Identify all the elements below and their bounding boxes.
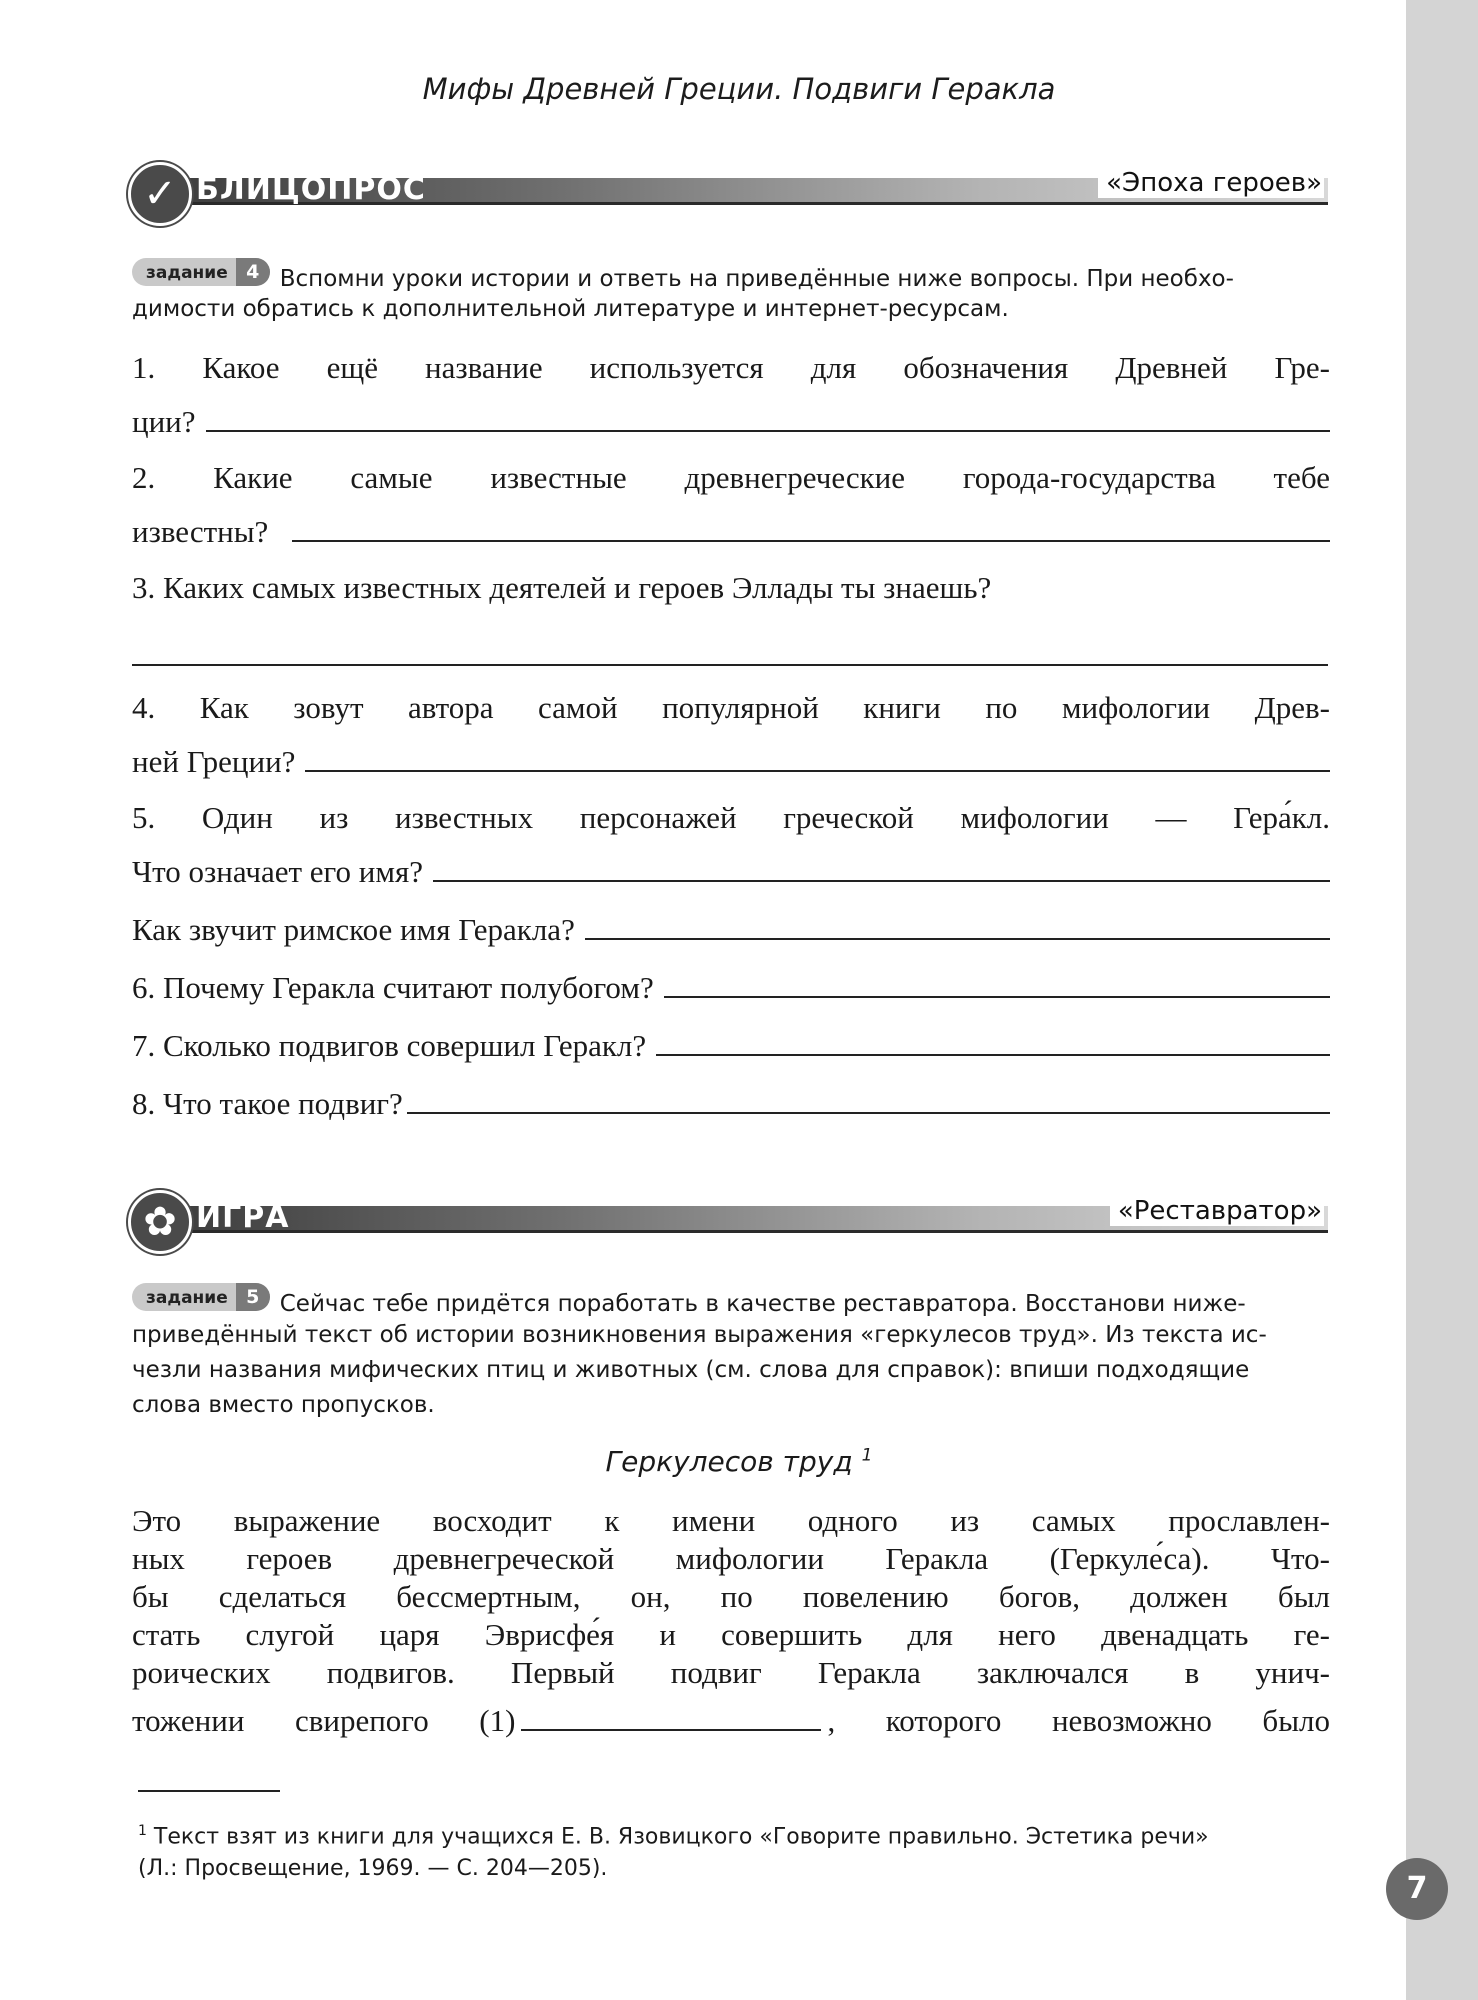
story-line: стать слугой царя Эврисфе́я и совершить для него двенадцать ге- [132,1617,1330,1652]
section-band-line [150,1230,1328,1233]
answer-blank-4[interactable] [305,769,1330,772]
question-8: 8. Что такое подвиг? [132,1086,1330,1122]
story-line: бы сделаться бессмертным, он, по повелению богов, должен был [132,1579,1330,1614]
story-line: Это выражение восходит к имени одного из самых прославлен- [132,1503,1330,1538]
question-5-line1: 5. Один из известных персонажей греческой мифологии — Гера́кл. [132,800,1330,835]
question-4-line1: 4. Как зовут автора самой популярной книги по мифологии Древ- [132,690,1330,725]
question-4-line2: ней Греции? [132,744,1330,780]
answer-blank-3[interactable] [132,664,1328,666]
story-line: роических подвигов. Первый подвиг Геракла заключался в унич- [132,1655,1330,1690]
footnote-mark: 1 [138,1823,147,1839]
task5-instruction-line4: слова вместо пропусков. [132,1392,435,1418]
task-tag: задание 4 [132,258,270,286]
checkmark-icon: ✓ [128,162,192,226]
section-bar-game [128,1188,1328,1250]
flower-icon: ✿ [128,1190,192,1254]
section-title: ИГРА [196,1200,290,1235]
question-2-line1: 2. Какие самые известные древнегреческие города-государства тебе [132,460,1330,495]
story-title: Геркулесов труд $^1$ [605,1445,873,1478]
footnote-rule [138,1790,280,1792]
question-1-line2: ции? [132,404,1330,440]
task-tag: задание 5 [132,1283,270,1311]
task-number: 5 [236,1283,270,1311]
answer-blank-5b[interactable] [585,937,1330,940]
answer-blank-1[interactable] [206,429,1330,432]
story-line: ных героев древнегреческой мифологии Геракла (Геркуле́са). Что- [132,1541,1330,1576]
question-5-line3: Как звучит римское имя Геракла? [132,912,1330,948]
story-line: тожении свирепого (1) , которого невозможно было [132,1703,1330,1738]
question-6: 6. Почему Геракла считают полубогом? [132,970,1330,1006]
running-head: Мифы Древней Греции. Подвиги Геракла [422,72,1056,106]
section-subtitle: «Эпоха героев» [1098,168,1324,198]
answer-blank-5a[interactable] [433,879,1330,882]
page-number: 7 [1386,1858,1448,1920]
question-1-line1: 1. Какое ещё название используется для обозначения Древней Гре- [132,350,1330,385]
answer-blank-7[interactable] [656,1053,1330,1056]
answer-blank-8[interactable] [407,1111,1330,1114]
story-blank-1[interactable] [521,1728,821,1731]
footnote-ref: 1 [861,1445,873,1466]
question-7: 7. Сколько подвигов совершил Геракл? [132,1028,1330,1064]
footnote: $^1$ Текст взят из книги для учащихся Е. В. Язовицкого «Говорите правильно. Эстетика речи» (Л.: Просвещение, 1969. — С. 204—205). [138,1823,1209,1882]
task-number: 4 [236,258,270,286]
question-2-line2: известны? [132,514,1330,550]
task5-instruction-line1: задание 5 Сейчас тебе придётся поработать в качестве реставратора. Восстанови ниже- [132,1283,1328,1321]
task5-instruction-line2: приведённый текст об истории возникновения выражения «геркулесов труд». Из текста ис- [132,1322,1267,1348]
section-bar-blitz [128,160,1328,222]
task4-instruction-line1: задание 4 Вспомни уроки истории и ответь на приведённые ниже вопросы. При необхо- [132,258,1328,296]
task5-instruction-line3: чезли названия мифических птиц и животных (см. слова для справок): впиши подходящие [132,1357,1250,1383]
answer-blank-2[interactable] [292,539,1330,542]
page-edge [1406,0,1478,2000]
question-3: 3. Каких самых известных деятелей и героев Эллады ты знаешь? [132,570,992,605]
task4-instruction-line2: димости обратись к дополнительной литературе и интернет-ресурсам. [132,296,1009,322]
answer-blank-6[interactable] [664,995,1330,998]
section-title: БЛИЦОПРОС [196,172,426,207]
story-text [132,1502,1330,1740]
question-5-line2: Что означает его имя? [132,854,1330,890]
section-subtitle: «Реставратор» [1110,1196,1324,1226]
